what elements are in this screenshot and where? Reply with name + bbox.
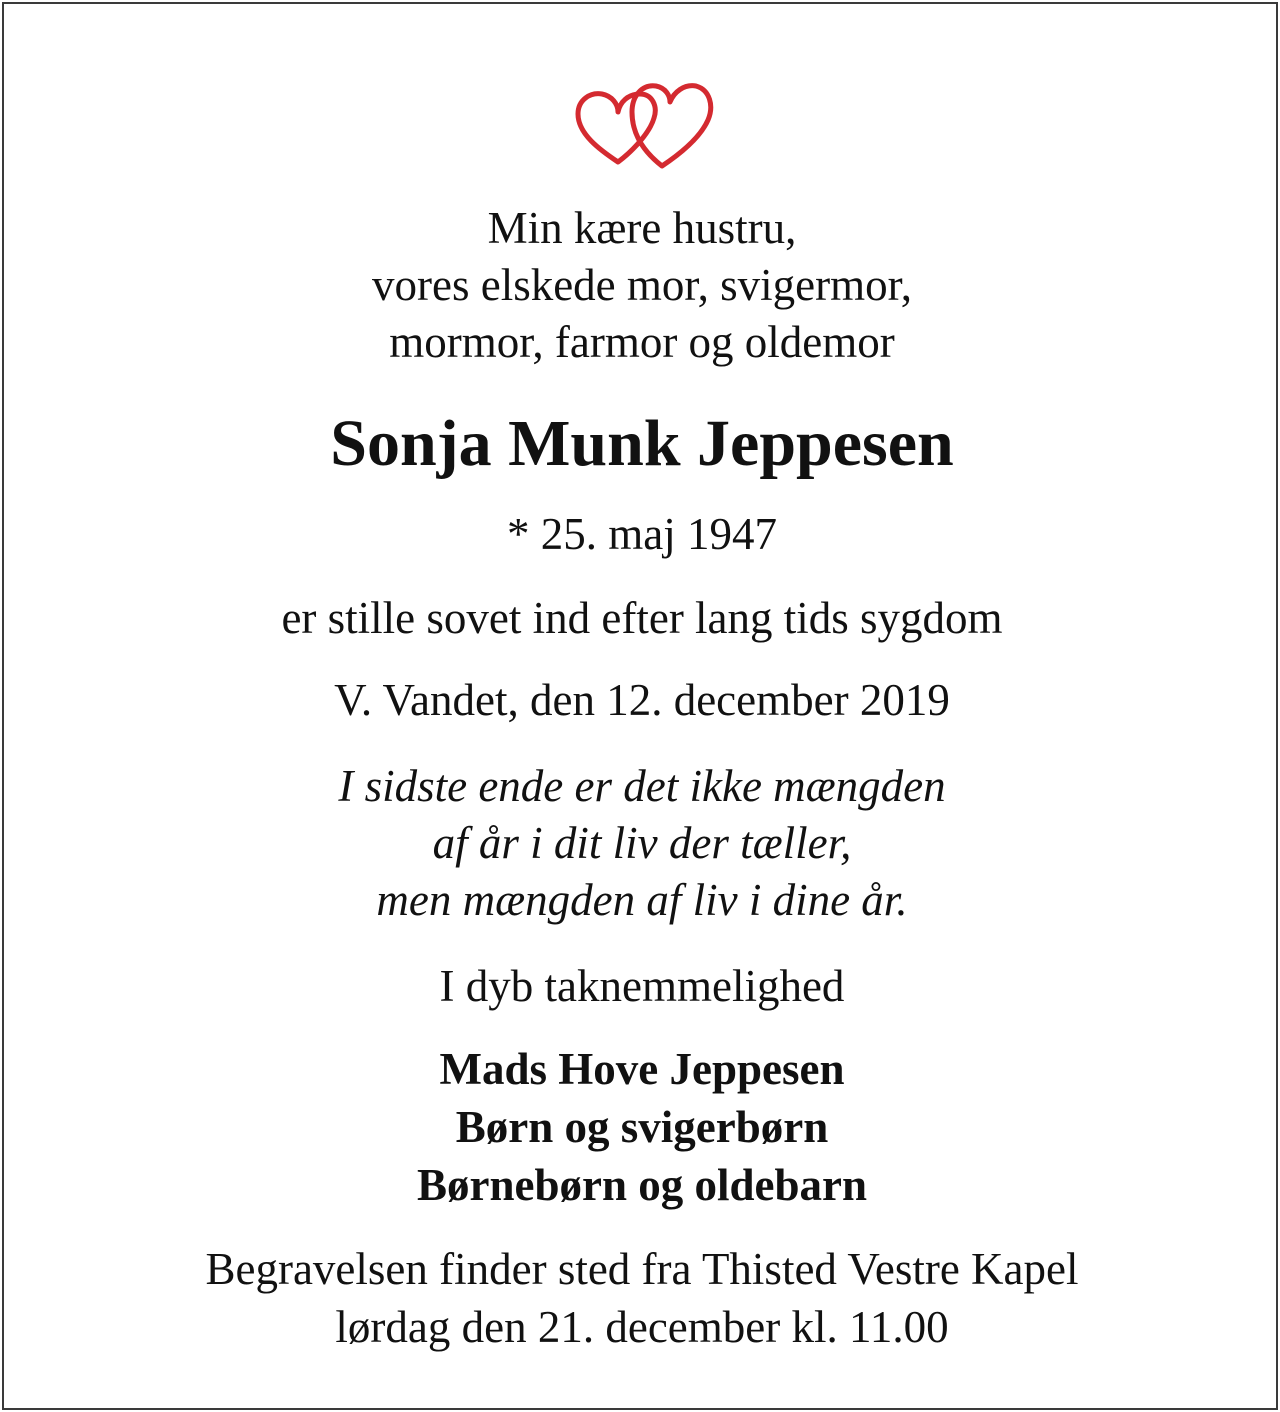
obituary-card <box>2 2 1278 1410</box>
quote-line-2: af år i dit liv der tæller, <box>432 818 852 868</box>
interlocking-hearts-icon <box>570 62 718 174</box>
intro-line-2: vores elskede mor, svigermor, <box>372 260 912 310</box>
quote-line-1: I sidste ende er det ikke mængden <box>338 761 946 811</box>
place-and-date: V. Vandet, den 12. december 2019 <box>334 675 950 725</box>
funeral-line-1: Begravelsen finder sted fra Thisted Vestre Kapel <box>205 1244 1079 1294</box>
intro-line-3: mormor, farmor og oldemor <box>389 317 895 367</box>
family-line-2: Børn og svigerbørn <box>455 1102 829 1152</box>
family-line-1: Mads Hove Jeppesen <box>439 1044 845 1094</box>
family-line-3: Børnebørn og oldebarn <box>416 1160 868 1210</box>
memorial-quote <box>4 758 1280 929</box>
funeral-line-2: lørdag den 21. december kl. 11.00 <box>335 1302 949 1352</box>
gratitude-text: I dyb taknemmelighed <box>439 961 845 1011</box>
family-signature <box>4 1040 1280 1214</box>
quote-line-3: men mængden af liv i dine år. <box>376 875 908 925</box>
intro-line-1: Min kære hustru, <box>487 203 797 253</box>
birth-date: * 25. maj 1947 <box>507 509 777 559</box>
intro-text <box>4 200 1280 371</box>
funeral-info <box>4 1240 1280 1356</box>
passing-text: er stille sovet ind efter lang tids sygdom <box>281 593 1003 643</box>
deceased-name: Sonja Munk Jeppesen <box>330 407 954 480</box>
